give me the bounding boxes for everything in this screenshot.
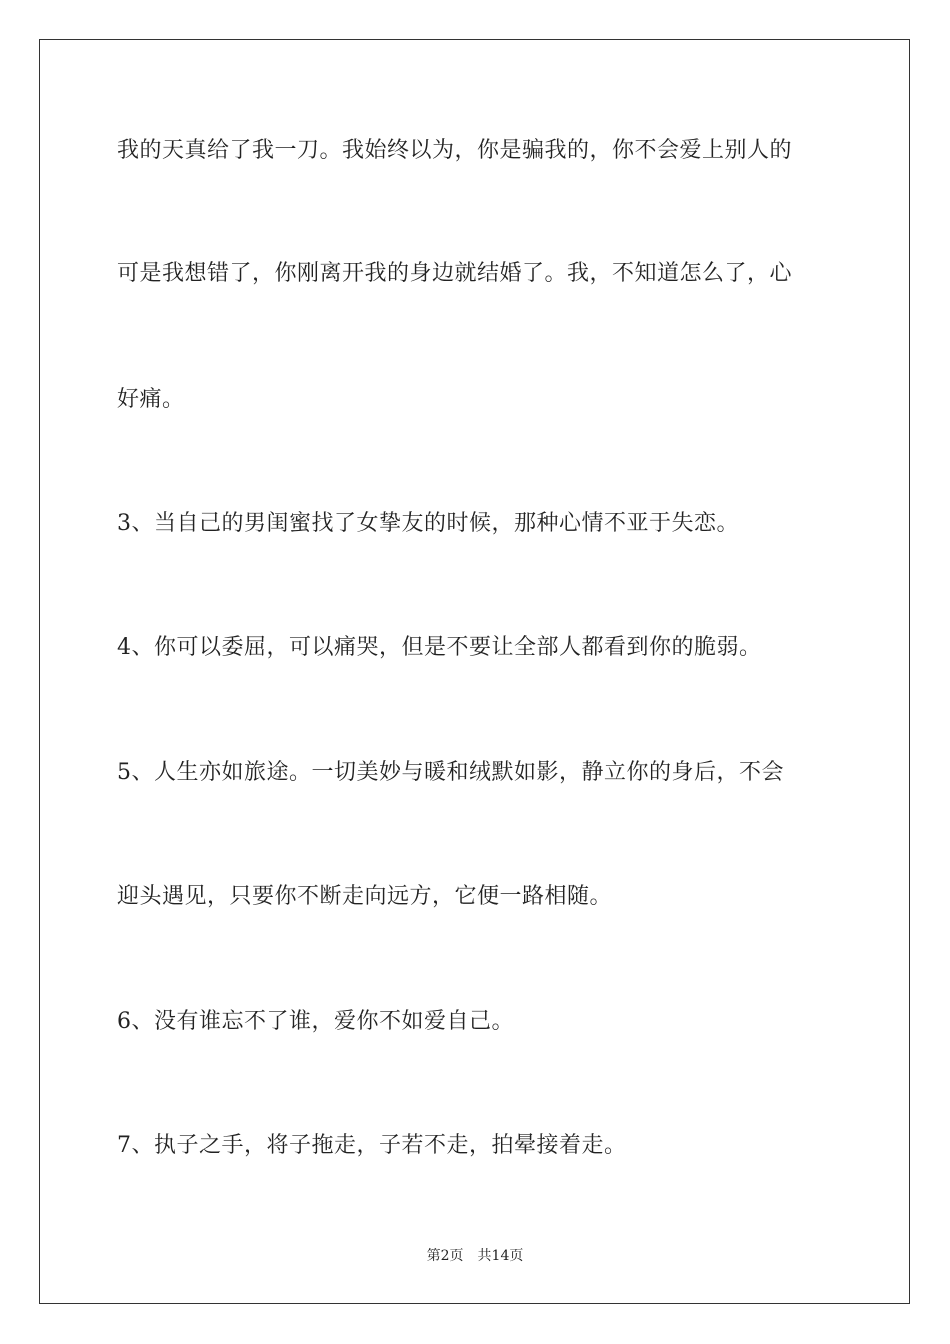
body-line: 我的天真给了我一刀。我始终以为，你是骗我的，你不会爱上别人的 — [117, 138, 793, 163]
body-line: 可是我想错了，你刚离开我的身边就结婚了。我，不知道怎么了，心 — [117, 261, 793, 286]
page-number: 第2页 — [426, 1248, 464, 1264]
page-footer — [0, 1247, 950, 1265]
body-line: 5、人生亦如旅途。一切美妙与暖和绒默如影，静立你的身后，不会 — [117, 760, 784, 785]
body-line: 好痛。 — [117, 387, 185, 412]
body-line: 4、你可以委屈，可以痛哭，但是不要让全部人都看到你的脆弱。 — [117, 635, 762, 660]
body-line: 7、执子之手，将子拖走，子若不走，拍晕接着走。 — [117, 1133, 627, 1158]
page-frame — [39, 39, 910, 1304]
body-line: 6、没有谁忘不了谁，爱你不如爱自己。 — [117, 1009, 514, 1034]
body-line: 迎头遇见，只要你不断走向远方，它便一路相随。 — [117, 884, 613, 909]
body-line: 3、当自己的男闺蜜找了女挚友的时候，那种心情不亚于失恋。 — [117, 511, 739, 536]
total-pages: 共14页 — [477, 1248, 524, 1264]
